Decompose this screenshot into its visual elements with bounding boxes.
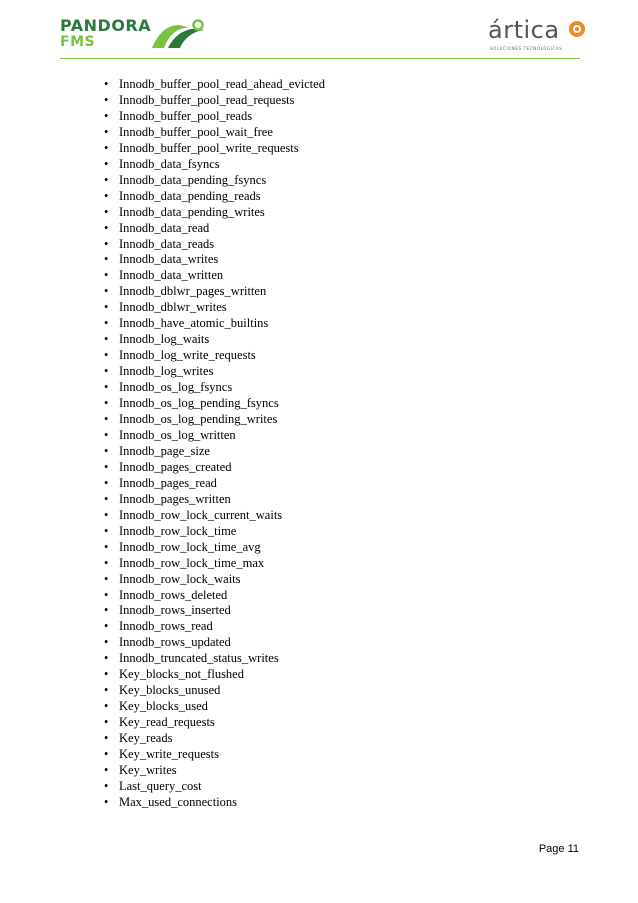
list-item-text: Innodb_data_written: [119, 268, 224, 283]
pandora-wordmark-line2: FMS: [60, 34, 96, 50]
list-item-text: Innodb_data_read: [119, 220, 210, 235]
list-item: [104, 189, 325, 205]
list-item-text: Innodb_os_log_pending_fsyncs: [119, 396, 279, 411]
list-item-text: Innodb_pages_read: [119, 475, 217, 490]
bullet-icon: •: [104, 523, 109, 538]
list-item: [104, 603, 325, 619]
pandora-fms-wordmark: [60, 18, 151, 50]
list-item-text: Innodb_os_log_pending_writes: [119, 412, 278, 427]
list-item: [104, 651, 325, 667]
list-item: [104, 125, 325, 141]
list-item-text: Innodb_data_reads: [119, 236, 215, 251]
list-item: [104, 747, 325, 763]
list-item: [104, 556, 325, 572]
list-item-text: Innodb_os_log_written: [119, 427, 236, 442]
bullet-icon: •: [104, 156, 109, 171]
list-item-text: Innodb_data_fsyncs: [119, 156, 220, 171]
bullet-icon: •: [104, 699, 109, 714]
list-item: [104, 157, 325, 173]
list-item-text: Innodb_log_waits: [119, 332, 210, 347]
bullet-icon: •: [104, 300, 109, 315]
bullet-icon: •: [104, 794, 109, 809]
bullet-icon: •: [104, 172, 109, 187]
list-item-text: Innodb_rows_deleted: [119, 587, 228, 602]
list-item-text: Innodb_buffer_pool_wait_free: [119, 124, 273, 139]
list-item-text: Innodb_pages_written: [119, 491, 231, 506]
list-item-text: Innodb_have_atomic_builtins: [119, 316, 269, 331]
bullet-icon: •: [104, 124, 109, 139]
list-item-text: Innodb_buffer_pool_reads: [119, 108, 253, 123]
bullet-icon: •: [104, 396, 109, 411]
list-item: [104, 428, 325, 444]
bullet-icon: •: [104, 92, 109, 107]
bullet-icon: •: [104, 507, 109, 522]
list-item: [104, 460, 325, 476]
list-item-text: Key_read_requests: [119, 715, 215, 730]
bullet-icon: •: [104, 252, 109, 267]
list-item: [104, 572, 325, 588]
list-item-text: Key_reads: [119, 731, 173, 746]
list-item: [104, 93, 325, 109]
artica-tagline: SOLUCIONES TECNOLÓGICAS: [490, 46, 563, 51]
artica-wordmark: ártica: [488, 16, 560, 44]
list-item-text: Last_query_cost: [119, 778, 202, 793]
page-header: [0, 0, 638, 60]
page-number: Page 11: [538, 843, 579, 855]
header-divider: [60, 58, 580, 59]
bullet-icon: •: [104, 683, 109, 698]
artica-logo: [488, 14, 588, 56]
list-item-text: Innodb_data_pending_reads: [119, 188, 261, 203]
bullet-icon: •: [104, 731, 109, 746]
bullet-icon: •: [104, 635, 109, 650]
bullet-icon: •: [104, 762, 109, 777]
list-item-text: Innodb_os_log_fsyncs: [119, 380, 233, 395]
bullet-icon: •: [104, 651, 109, 666]
pandora-fms-logo: [60, 18, 220, 56]
list-item: [104, 396, 325, 412]
list-item: [104, 380, 325, 396]
list-item-text: Key_writes: [119, 762, 177, 777]
list-item-text: Innodb_rows_updated: [119, 635, 231, 650]
list-item-text: Innodb_row_lock_time_avg: [119, 539, 261, 554]
list-item-text: Innodb_data_pending_writes: [119, 204, 265, 219]
list-item: [104, 252, 325, 268]
list-item: [104, 237, 325, 253]
list-item-text: Innodb_buffer_pool_write_requests: [119, 140, 299, 155]
bullet-icon: •: [104, 188, 109, 203]
list-item-text: Key_blocks_not_flushed: [119, 667, 244, 682]
list-item: [104, 300, 325, 316]
bullet-icon: •: [104, 108, 109, 123]
list-item: [104, 173, 325, 189]
artica-logo-icon: [568, 20, 586, 38]
list-item: [104, 412, 325, 428]
list-item: [104, 667, 325, 683]
bullet-icon: •: [104, 427, 109, 442]
list-item: [104, 619, 325, 635]
list-item-text: Innodb_log_write_requests: [119, 348, 256, 363]
list-item: [104, 205, 325, 221]
bullet-icon: •: [104, 316, 109, 331]
pandora-wordmark-line1: PANDORA: [60, 16, 152, 35]
list-item-text: Innodb_pages_created: [119, 459, 232, 474]
list-item-text: Key_blocks_used: [119, 699, 208, 714]
list-item: [104, 715, 325, 731]
list-item: [104, 364, 325, 380]
pandora-fms-logo-icon: [148, 18, 208, 50]
list-item: [104, 221, 325, 237]
list-item: [104, 268, 325, 284]
list-item: [104, 635, 325, 651]
bullet-list: [104, 77, 325, 811]
list-item: [104, 444, 325, 460]
list-item-text: Innodb_buffer_pool_read_ahead_evicted: [119, 77, 325, 91]
list-item-text: Innodb_row_lock_waits: [119, 571, 241, 586]
bullet-icon: •: [104, 539, 109, 554]
list-item: [104, 316, 325, 332]
bullet-icon: •: [104, 667, 109, 682]
bullet-icon: •: [104, 603, 109, 618]
list-item-text: Innodb_dblwr_pages_written: [119, 284, 267, 299]
bullet-icon: •: [104, 747, 109, 762]
list-item: [104, 540, 325, 556]
list-item: [104, 348, 325, 364]
bullet-icon: •: [104, 332, 109, 347]
list-item-text: Innodb_data_pending_fsyncs: [119, 172, 267, 187]
bullet-icon: •: [104, 348, 109, 363]
bullet-icon: •: [104, 77, 109, 91]
list-item: [104, 763, 325, 779]
list-item-text: Innodb_rows_inserted: [119, 603, 231, 618]
list-item-text: Max_used_connections: [119, 794, 238, 809]
list-item-text: Innodb_row_lock_time: [119, 523, 237, 538]
bullet-icon: •: [104, 619, 109, 634]
list-item-text: Innodb_page_size: [119, 443, 210, 458]
bullet-icon: •: [104, 412, 109, 427]
list-item: [104, 492, 325, 508]
list-item: [104, 141, 325, 157]
list-item-text: Innodb_rows_read: [119, 619, 213, 634]
list-item: [104, 588, 325, 604]
list-item-text: Innodb_truncated_status_writes: [119, 651, 279, 666]
bullet-icon: •: [104, 715, 109, 730]
bullet-icon: •: [104, 475, 109, 490]
bullet-icon: •: [104, 571, 109, 586]
page-footer: [0, 841, 638, 861]
list-item: [104, 699, 325, 715]
bullet-icon: •: [104, 220, 109, 235]
list-item: [104, 284, 325, 300]
bullet-icon: •: [104, 284, 109, 299]
bullet-icon: •: [104, 443, 109, 458]
list-item: [104, 109, 325, 125]
bullet-icon: •: [104, 459, 109, 474]
bullet-icon: •: [104, 236, 109, 251]
list-item-text: Key_write_requests: [119, 747, 219, 762]
list-item-text: Key_blocks_unused: [119, 683, 221, 698]
bullet-icon: •: [104, 587, 109, 602]
bullet-icon: •: [104, 491, 109, 506]
list-item-text: Innodb_row_lock_time_max: [119, 555, 265, 570]
bullet-icon: •: [104, 268, 109, 283]
list-item: [104, 332, 325, 348]
bullet-icon: •: [104, 555, 109, 570]
list-item: [104, 77, 325, 93]
list-item: [104, 795, 325, 811]
list-item-text: Innodb_data_writes: [119, 252, 219, 267]
list-item: [104, 476, 325, 492]
list-item-text: Innodb_row_lock_current_waits: [119, 507, 283, 522]
bullet-icon: •: [104, 140, 109, 155]
list-item: [104, 731, 325, 747]
bullet-icon: •: [104, 204, 109, 219]
bullet-icon: •: [104, 380, 109, 395]
list-item-text: Innodb_buffer_pool_read_requests: [119, 92, 295, 107]
list-item: [104, 779, 325, 795]
list-item-text: Innodb_dblwr_writes: [119, 300, 227, 315]
bullet-icon: •: [104, 778, 109, 793]
list-item-text: Innodb_log_writes: [119, 364, 214, 379]
bullet-icon: •: [104, 364, 109, 379]
list-item: [104, 524, 325, 540]
list-item: [104, 683, 325, 699]
list-item: [104, 508, 325, 524]
